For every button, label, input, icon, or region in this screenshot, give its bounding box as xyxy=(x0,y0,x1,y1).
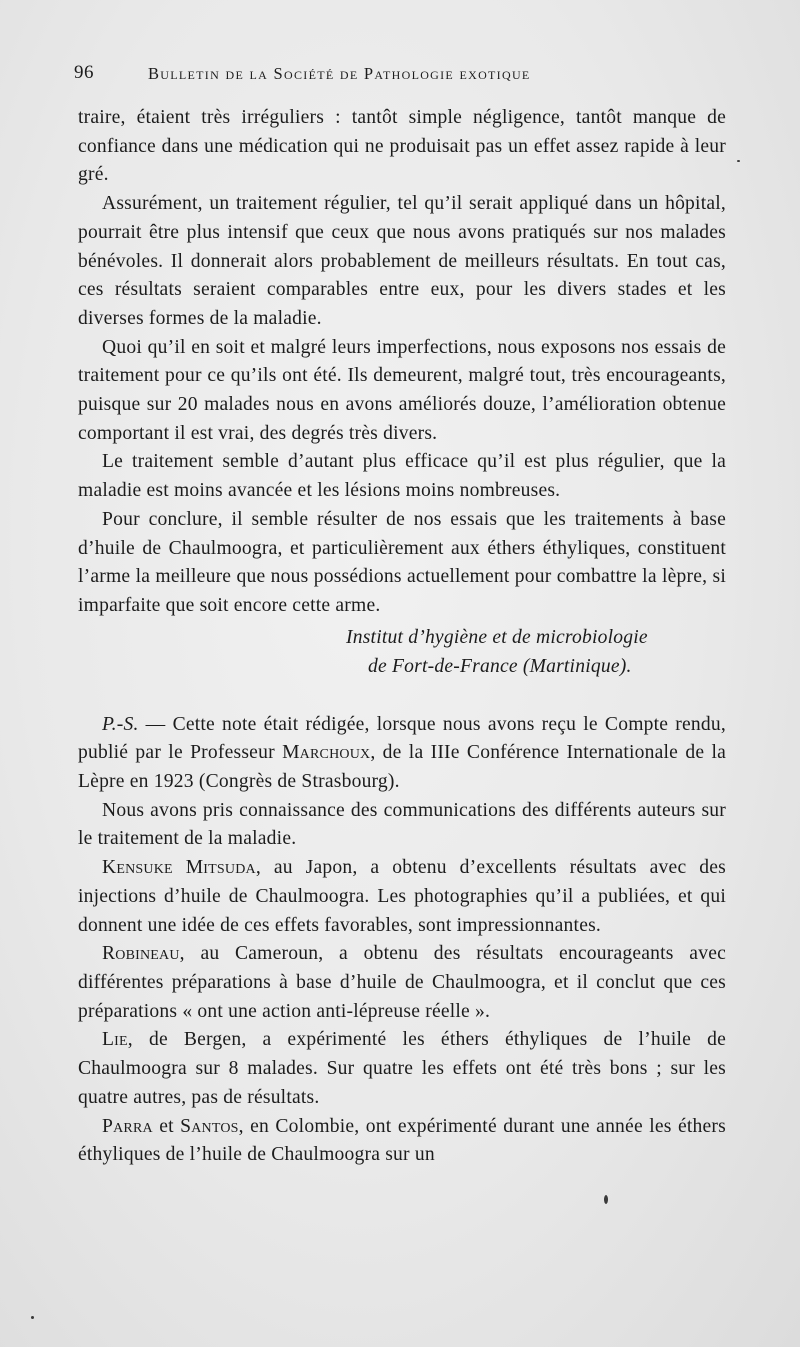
parra-santos-text: , en Colombie, ont expérimenté durant une année les éthers éthyliques de l’huile de Chaulmoogra sur un xyxy=(78,1115,726,1166)
paragraph-efficacy: Le traitement semble d’autant plus efficace qu’il est plus régulier, que la maladie est moins avancée et les lésions moins nombreuses. xyxy=(78,451,726,502)
mitsuda-text: , au Japon, a obtenu d’excellents résultats avec des injections d’huile de Chaulmoogra. Les photographies qu’il a publiées, et qui donnent une idée de ces effets favorables, sont impressionnantes. xyxy=(78,857,726,936)
institution-signature xyxy=(346,623,726,681)
parra-santos-and: et xyxy=(152,1115,181,1137)
postscript-lie xyxy=(78,1026,726,1112)
postscript-label: P.-S. xyxy=(102,713,139,735)
author-santos: Santos xyxy=(180,1115,239,1137)
author-mitsuda: Kensuke Mitsuda xyxy=(102,857,256,879)
page-header xyxy=(74,62,734,92)
signature-line-2: de Fort-de-France (Martinique). xyxy=(368,655,632,677)
postscript-robineau xyxy=(78,940,726,1026)
running-head: Bulletin de la Société de Pathologie exotique xyxy=(148,64,531,83)
paragraph-continuation: traire, étaient très irréguliers : tantôt simple négligence, tantôt manque de confiance dans une médication qui ne produisait pas un effet assez rapide à leur gré. xyxy=(78,107,726,186)
postscript-communications: Nous avons pris connaissance des communications des différents auteurs sur le traitement de la maladie. xyxy=(78,799,726,850)
paragraph-treatment: Assurément, un traitement régulier, tel qu’il serait appliqué dans un hôpital, pourrait être plus intensif que ceux que nous avons pratiqués sur nos malades bénévoles. Il donnerait alors probablement de meilleurs résultats. En tout cas, ces résultats seraient comparables entre eux, pour les divers stades et les diverses formes de la maladie. xyxy=(78,193,726,329)
article-body xyxy=(78,104,726,1170)
robineau-text: , au Cameroun, a obtenu des résultats encourageants avec différentes préparations à base d’huile de Chaulmoogra, et il conclut que ces préparations « ont une action anti-lépreuse réelle ». xyxy=(78,943,726,1022)
author-marchoux: Marchoux xyxy=(282,742,371,764)
lie-text: , de Bergen, a expérimenté les éthers éthyliques de l’huile de Chaulmoogra sur 8 malades. Sur quatre les effets ont été très bons ; sur les quatre autres, pas de résultats. xyxy=(78,1029,726,1108)
postscript-intro xyxy=(78,711,726,797)
author-robineau: Robineau xyxy=(102,943,180,965)
ink-speck xyxy=(604,1195,608,1204)
postscript-mitsuda xyxy=(78,854,726,940)
ink-speck xyxy=(737,160,740,162)
postscript xyxy=(78,711,726,1170)
postscript-intro-text-a: — Cette note était rédigée, lorsque nous avons reçu le Compte rendu, publié par le Professeur xyxy=(78,713,726,764)
signature-line-1: Institut d’hygiène et de microbiologie xyxy=(346,626,648,648)
postscript-parra-santos xyxy=(78,1113,726,1170)
author-lie: Lie xyxy=(102,1029,128,1051)
postscript-intro-text-b: , de la IIIe Conférence Internationale de la Lèpre en 1923 (Congrès de Strasbourg). xyxy=(78,742,727,793)
author-parra: Parra xyxy=(102,1115,153,1137)
ink-speck xyxy=(31,1316,34,1319)
page-number: 96 xyxy=(74,62,94,83)
paragraph-results: Quoi qu’il en soit et malgré leurs imperfections, nous exposons nos essais de traitement pour ce qu’ils ont été. Ils demeurent, malgré tout, très encourageants, puisque sur 20 malades nous en avons améliorés douze, l’amélioration obtenue comportant il est vrai, des degrés très divers. xyxy=(78,336,726,444)
paragraph-conclusion: Pour conclure, il semble résulter de nos essais que les traitements à base d’huile de Chaulmoogra, et particulièrement aux éthers éthyliques, constituent l’arme la meilleure que nous possédions actuellement pour combattre la lèpre, si imparfaite que soit encore cette arme. xyxy=(78,508,726,616)
